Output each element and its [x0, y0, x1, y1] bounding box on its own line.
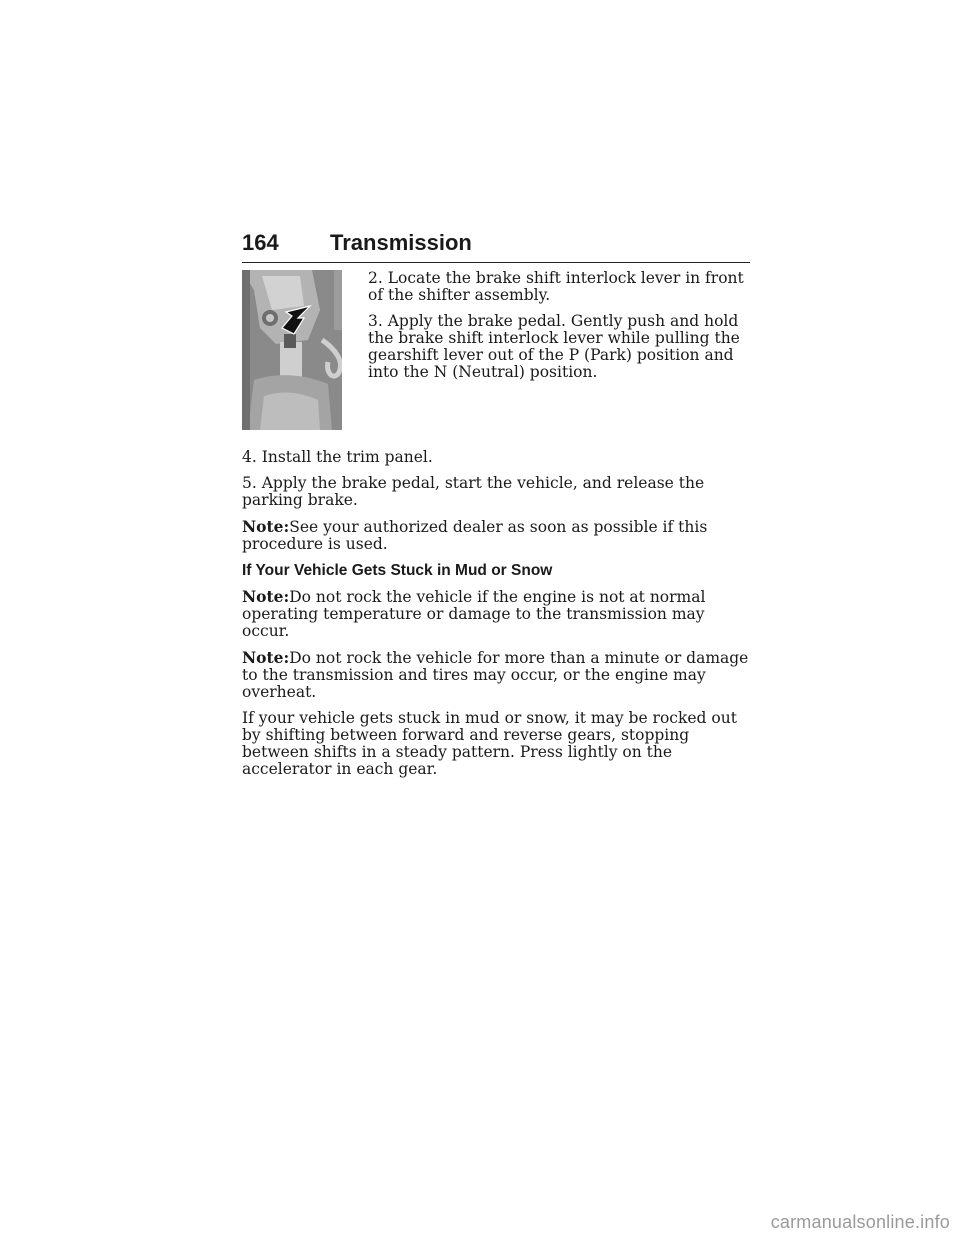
note-label: Note: — [242, 648, 290, 667]
note-1 — [242, 518, 750, 553]
note-text: Do not rock the vehicle if the engine is not at normal operating temperature or damage to the transmission may occur. — [242, 588, 706, 640]
step-4-text: 4. Install the trim panel. — [242, 448, 433, 466]
section-title: Transmission — [330, 230, 472, 255]
main-text-column — [242, 449, 750, 778]
note-text: See your authorized dealer as soon as possible if this procedure is used. — [242, 518, 708, 553]
step-2-text: 2. Locate the brake shift interlock lever in front of the shifter assembly. — [368, 269, 744, 304]
page-header — [242, 230, 750, 263]
note-3 — [242, 649, 750, 701]
step-3-text: 3. Apply the brake pedal. Gently push and hold the brake shift interlock lever while pulling the gearshift lever out of the P (Park) position and into the N (Neutral) position. — [368, 312, 740, 381]
note-2 — [242, 588, 750, 640]
note-text: Do not rock the vehicle for more than a minute or damage to the transmission and tires may occur, or the engine may overheat. — [242, 649, 749, 701]
shifter-interlock-lever-illustration — [242, 270, 342, 430]
subheading-stuck: If Your Vehicle Gets Stuck in Mud or Snow — [242, 562, 553, 579]
step-5-text: 5. Apply the brake pedal, start the vehicle, and release the parking brake. — [242, 474, 705, 509]
note-label: Note: — [242, 587, 290, 606]
right-column-text — [368, 270, 750, 381]
note-label: Note: — [242, 517, 290, 536]
rocking-paragraph: If your vehicle gets stuck in mud or snow, it may be rocked out by shifting between forward and reverse gears, stopping between shifts in a steady pattern. Press lightly on the accelerator in each gear. — [242, 709, 737, 778]
watermark: carmanualsonline.info — [770, 1212, 950, 1232]
page-number: 164 — [242, 230, 279, 255]
